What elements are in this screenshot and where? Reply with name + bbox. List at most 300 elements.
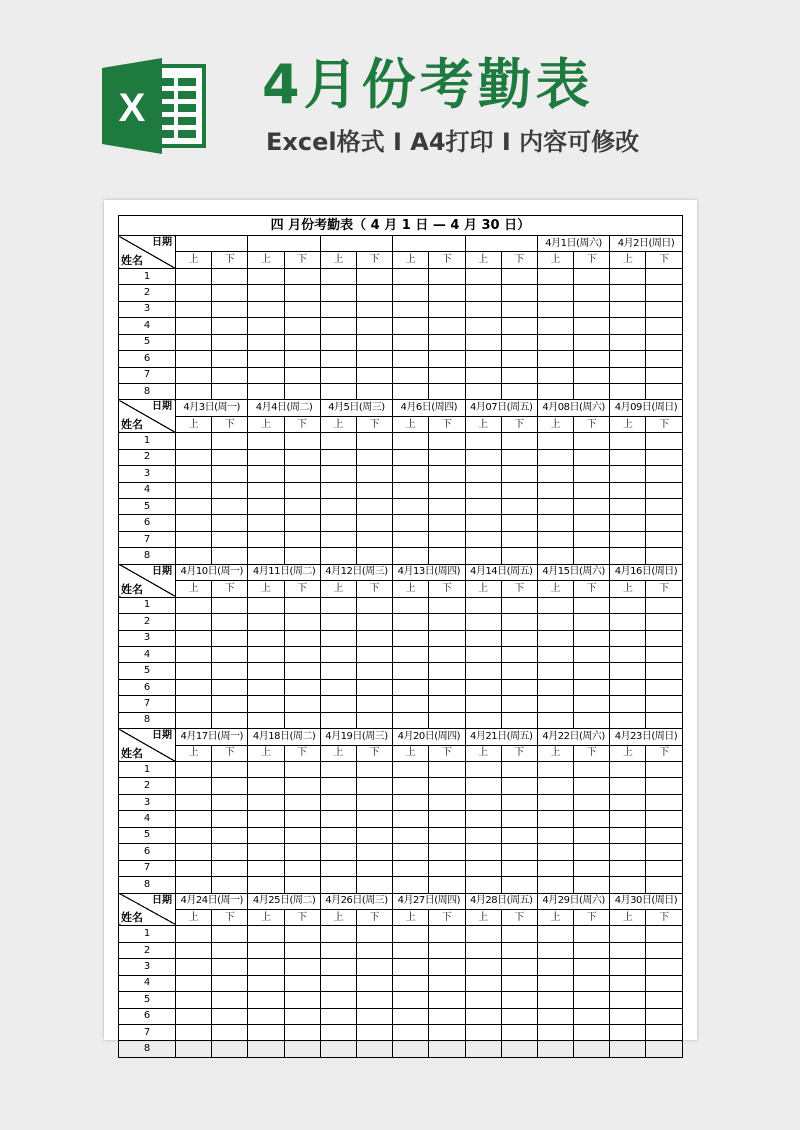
attendance-cell[interactable] [537, 860, 573, 876]
attendance-cell[interactable] [610, 548, 646, 564]
attendance-cell[interactable] [501, 482, 537, 498]
attendance-cell[interactable] [248, 1041, 284, 1057]
attendance-cell[interactable] [284, 778, 320, 794]
attendance-cell[interactable] [356, 367, 392, 383]
attendance-cell[interactable] [429, 630, 465, 646]
attendance-cell[interactable] [501, 1041, 537, 1057]
attendance-cell[interactable] [393, 301, 429, 317]
attendance-cell[interactable] [393, 383, 429, 399]
attendance-cell[interactable] [537, 762, 573, 778]
attendance-cell[interactable] [610, 499, 646, 515]
attendance-cell[interactable] [176, 318, 212, 334]
attendance-cell[interactable] [574, 630, 610, 646]
date-header-cell[interactable]: 4月18日(周二) [248, 729, 320, 745]
attendance-cell[interactable] [284, 614, 320, 630]
attendance-cell[interactable] [284, 334, 320, 350]
attendance-cell[interactable] [537, 975, 573, 991]
attendance-cell[interactable] [429, 646, 465, 662]
attendance-cell[interactable] [284, 844, 320, 860]
attendance-cell[interactable] [212, 268, 248, 284]
row-number[interactable]: 2 [119, 449, 176, 465]
attendance-cell[interactable] [212, 794, 248, 810]
attendance-cell[interactable] [212, 992, 248, 1008]
attendance-cell[interactable] [429, 383, 465, 399]
attendance-cell[interactable] [393, 449, 429, 465]
sheet-title[interactable]: 四 月份考勤表（ 4 月 1 日 — 4 月 30 日） [119, 216, 683, 236]
attendance-cell[interactable] [574, 367, 610, 383]
attendance-cell[interactable] [501, 449, 537, 465]
attendance-cell[interactable] [248, 877, 284, 893]
attendance-cell[interactable] [465, 268, 501, 284]
attendance-cell[interactable] [320, 646, 356, 662]
attendance-cell[interactable] [320, 268, 356, 284]
row-number[interactable]: 1 [119, 597, 176, 613]
attendance-cell[interactable] [501, 762, 537, 778]
attendance-cell[interactable] [537, 318, 573, 334]
attendance-cell[interactable] [248, 499, 284, 515]
attendance-cell[interactable] [284, 926, 320, 942]
attendance-cell[interactable] [356, 794, 392, 810]
attendance-cell[interactable] [176, 696, 212, 712]
attendance-cell[interactable] [610, 334, 646, 350]
attendance-cell[interactable] [248, 268, 284, 284]
date-header-cell[interactable]: 4月14日(周五) [465, 564, 537, 580]
attendance-cell[interactable] [356, 630, 392, 646]
attendance-cell[interactable] [465, 449, 501, 465]
date-header-cell[interactable]: 4月25日(周二) [248, 893, 320, 909]
attendance-cell[interactable] [320, 844, 356, 860]
attendance-cell[interactable] [248, 597, 284, 613]
attendance-cell[interactable] [610, 449, 646, 465]
attendance-cell[interactable] [248, 433, 284, 449]
attendance-cell[interactable] [320, 959, 356, 975]
attendance-cell[interactable] [537, 383, 573, 399]
attendance-cell[interactable] [320, 285, 356, 301]
attendance-cell[interactable] [646, 827, 682, 843]
attendance-cell[interactable] [320, 515, 356, 531]
attendance-cell[interactable] [501, 926, 537, 942]
attendance-cell[interactable] [393, 1041, 429, 1057]
attendance-cell[interactable] [212, 449, 248, 465]
attendance-cell[interactable] [574, 383, 610, 399]
attendance-cell[interactable] [284, 268, 320, 284]
attendance-cell[interactable] [393, 367, 429, 383]
row-number[interactable]: 5 [119, 334, 176, 350]
attendance-cell[interactable] [501, 794, 537, 810]
attendance-cell[interactable] [248, 1025, 284, 1041]
attendance-cell[interactable] [465, 794, 501, 810]
attendance-cell[interactable] [393, 531, 429, 547]
row-number[interactable]: 5 [119, 992, 176, 1008]
row-number[interactable]: 7 [119, 531, 176, 547]
attendance-cell[interactable] [212, 712, 248, 728]
attendance-cell[interactable] [646, 548, 682, 564]
attendance-cell[interactable] [212, 663, 248, 679]
attendance-cell[interactable] [501, 334, 537, 350]
date-header-cell[interactable]: 4月11日(周二) [248, 564, 320, 580]
attendance-cell[interactable] [176, 548, 212, 564]
attendance-cell[interactable] [320, 811, 356, 827]
row-number[interactable]: 6 [119, 1008, 176, 1024]
attendance-cell[interactable] [610, 301, 646, 317]
attendance-cell[interactable] [429, 696, 465, 712]
attendance-cell[interactable] [465, 992, 501, 1008]
attendance-cell[interactable] [501, 614, 537, 630]
attendance-cell[interactable] [393, 515, 429, 531]
row-number[interactable]: 2 [119, 942, 176, 958]
attendance-cell[interactable] [212, 334, 248, 350]
attendance-cell[interactable] [501, 548, 537, 564]
attendance-cell[interactable] [356, 383, 392, 399]
attendance-cell[interactable] [393, 762, 429, 778]
row-number[interactable]: 2 [119, 778, 176, 794]
attendance-cell[interactable] [320, 630, 356, 646]
attendance-cell[interactable] [537, 334, 573, 350]
attendance-cell[interactable] [574, 515, 610, 531]
attendance-cell[interactable] [574, 597, 610, 613]
attendance-cell[interactable] [393, 614, 429, 630]
row-number[interactable]: 8 [119, 712, 176, 728]
attendance-cell[interactable] [176, 367, 212, 383]
attendance-cell[interactable] [610, 679, 646, 695]
attendance-cell[interactable] [284, 811, 320, 827]
attendance-cell[interactable] [320, 696, 356, 712]
date-header-cell[interactable]: 4月29日(周六) [537, 893, 609, 909]
attendance-cell[interactable] [212, 860, 248, 876]
attendance-cell[interactable] [646, 268, 682, 284]
attendance-cell[interactable] [212, 926, 248, 942]
attendance-cell[interactable] [501, 975, 537, 991]
attendance-cell[interactable] [176, 959, 212, 975]
date-header-cell[interactable]: 4月5日(周三) [320, 400, 392, 416]
attendance-cell[interactable] [574, 1025, 610, 1041]
attendance-cell[interactable] [284, 794, 320, 810]
attendance-cell[interactable] [393, 466, 429, 482]
attendance-cell[interactable] [212, 877, 248, 893]
attendance-cell[interactable] [356, 712, 392, 728]
attendance-cell[interactable] [465, 301, 501, 317]
attendance-cell[interactable] [176, 712, 212, 728]
attendance-cell[interactable] [574, 334, 610, 350]
attendance-cell[interactable] [356, 597, 392, 613]
attendance-cell[interactable] [501, 383, 537, 399]
attendance-cell[interactable] [393, 285, 429, 301]
attendance-cell[interactable] [248, 696, 284, 712]
attendance-cell[interactable] [320, 433, 356, 449]
attendance-cell[interactable] [610, 466, 646, 482]
attendance-cell[interactable] [248, 646, 284, 662]
attendance-cell[interactable] [610, 959, 646, 975]
attendance-cell[interactable] [429, 268, 465, 284]
attendance-cell[interactable] [429, 531, 465, 547]
attendance-cell[interactable] [429, 499, 465, 515]
attendance-cell[interactable] [176, 778, 212, 794]
attendance-cell[interactable] [646, 433, 682, 449]
attendance-cell[interactable] [320, 926, 356, 942]
attendance-cell[interactable] [356, 942, 392, 958]
attendance-cell[interactable] [501, 778, 537, 794]
date-header-cell[interactable] [393, 236, 465, 252]
attendance-cell[interactable] [610, 614, 646, 630]
attendance-cell[interactable] [320, 318, 356, 334]
attendance-cell[interactable] [176, 663, 212, 679]
row-number[interactable]: 3 [119, 630, 176, 646]
attendance-cell[interactable] [574, 975, 610, 991]
date-header-cell[interactable] [465, 236, 537, 252]
attendance-cell[interactable] [284, 1025, 320, 1041]
attendance-cell[interactable] [356, 778, 392, 794]
attendance-cell[interactable] [429, 992, 465, 1008]
attendance-cell[interactable] [646, 663, 682, 679]
attendance-cell[interactable] [610, 794, 646, 810]
attendance-cell[interactable] [393, 827, 429, 843]
attendance-cell[interactable] [501, 466, 537, 482]
attendance-cell[interactable] [212, 778, 248, 794]
attendance-cell[interactable] [393, 334, 429, 350]
attendance-cell[interactable] [248, 466, 284, 482]
attendance-cell[interactable] [393, 696, 429, 712]
attendance-cell[interactable] [429, 515, 465, 531]
attendance-cell[interactable] [248, 318, 284, 334]
attendance-cell[interactable] [574, 679, 610, 695]
attendance-cell[interactable] [212, 482, 248, 498]
attendance-cell[interactable] [248, 383, 284, 399]
attendance-cell[interactable] [501, 433, 537, 449]
attendance-cell[interactable] [574, 860, 610, 876]
row-number[interactable]: 4 [119, 482, 176, 498]
attendance-cell[interactable] [501, 318, 537, 334]
attendance-cell[interactable] [574, 712, 610, 728]
attendance-cell[interactable] [501, 679, 537, 695]
attendance-cell[interactable] [320, 531, 356, 547]
attendance-cell[interactable] [465, 285, 501, 301]
row-number[interactable]: 7 [119, 696, 176, 712]
attendance-cell[interactable] [212, 827, 248, 843]
attendance-cell[interactable] [429, 679, 465, 695]
attendance-cell[interactable] [646, 630, 682, 646]
attendance-cell[interactable] [176, 844, 212, 860]
attendance-cell[interactable] [537, 1025, 573, 1041]
attendance-cell[interactable] [248, 614, 284, 630]
attendance-cell[interactable] [429, 762, 465, 778]
attendance-cell[interactable] [537, 1008, 573, 1024]
attendance-cell[interactable] [429, 959, 465, 975]
attendance-cell[interactable] [212, 285, 248, 301]
attendance-cell[interactable] [248, 482, 284, 498]
attendance-cell[interactable] [320, 383, 356, 399]
attendance-cell[interactable] [465, 630, 501, 646]
attendance-cell[interactable] [284, 318, 320, 334]
attendance-cell[interactable] [465, 1025, 501, 1041]
attendance-cell[interactable] [574, 1008, 610, 1024]
attendance-cell[interactable] [610, 318, 646, 334]
attendance-cell[interactable] [501, 827, 537, 843]
attendance-cell[interactable] [356, 548, 392, 564]
attendance-cell[interactable] [356, 696, 392, 712]
attendance-cell[interactable] [393, 942, 429, 958]
attendance-cell[interactable] [429, 827, 465, 843]
attendance-cell[interactable] [537, 827, 573, 843]
attendance-cell[interactable] [429, 942, 465, 958]
attendance-cell[interactable] [284, 975, 320, 991]
attendance-cell[interactable] [501, 646, 537, 662]
attendance-cell[interactable] [429, 1041, 465, 1057]
attendance-cell[interactable] [465, 646, 501, 662]
row-number[interactable]: 2 [119, 614, 176, 630]
attendance-cell[interactable] [610, 285, 646, 301]
attendance-cell[interactable] [646, 860, 682, 876]
attendance-cell[interactable] [393, 663, 429, 679]
attendance-cell[interactable] [646, 351, 682, 367]
attendance-cell[interactable] [646, 334, 682, 350]
attendance-cell[interactable] [501, 515, 537, 531]
attendance-cell[interactable] [284, 630, 320, 646]
attendance-cell[interactable] [646, 794, 682, 810]
attendance-cell[interactable] [248, 778, 284, 794]
attendance-cell[interactable] [320, 712, 356, 728]
attendance-cell[interactable] [429, 466, 465, 482]
date-header-cell[interactable]: 4月22日(周六) [537, 729, 609, 745]
attendance-cell[interactable] [537, 433, 573, 449]
attendance-cell[interactable] [284, 877, 320, 893]
attendance-cell[interactable] [429, 844, 465, 860]
attendance-cell[interactable] [176, 301, 212, 317]
date-header-cell[interactable]: 4月6日(周四) [393, 400, 465, 416]
row-number[interactable]: 1 [119, 926, 176, 942]
attendance-cell[interactable] [176, 794, 212, 810]
attendance-cell[interactable] [356, 679, 392, 695]
attendance-cell[interactable] [574, 285, 610, 301]
attendance-cell[interactable] [212, 959, 248, 975]
attendance-cell[interactable] [610, 663, 646, 679]
date-header-cell[interactable]: 4月4日(周二) [248, 400, 320, 416]
attendance-cell[interactable] [393, 679, 429, 695]
attendance-cell[interactable] [356, 433, 392, 449]
attendance-cell[interactable] [356, 844, 392, 860]
attendance-cell[interactable] [320, 942, 356, 958]
attendance-cell[interactable] [646, 778, 682, 794]
attendance-cell[interactable] [429, 482, 465, 498]
attendance-cell[interactable] [429, 548, 465, 564]
attendance-cell[interactable] [537, 449, 573, 465]
attendance-cell[interactable] [320, 597, 356, 613]
attendance-cell[interactable] [356, 663, 392, 679]
attendance-cell[interactable] [537, 811, 573, 827]
attendance-cell[interactable] [176, 482, 212, 498]
date-header-cell[interactable]: 4月21日(周五) [465, 729, 537, 745]
date-header-cell[interactable]: 4月27日(周四) [393, 893, 465, 909]
attendance-cell[interactable] [646, 515, 682, 531]
attendance-cell[interactable] [176, 433, 212, 449]
attendance-cell[interactable] [212, 383, 248, 399]
row-number[interactable]: 5 [119, 827, 176, 843]
attendance-cell[interactable] [176, 449, 212, 465]
attendance-cell[interactable] [393, 1008, 429, 1024]
attendance-cell[interactable] [320, 762, 356, 778]
attendance-cell[interactable] [176, 679, 212, 695]
attendance-cell[interactable] [176, 975, 212, 991]
attendance-cell[interactable] [356, 1025, 392, 1041]
attendance-cell[interactable] [537, 663, 573, 679]
attendance-cell[interactable] [537, 646, 573, 662]
row-number[interactable]: 8 [119, 877, 176, 893]
attendance-cell[interactable] [393, 482, 429, 498]
attendance-cell[interactable] [610, 696, 646, 712]
attendance-cell[interactable] [610, 515, 646, 531]
attendance-cell[interactable] [248, 959, 284, 975]
attendance-cell[interactable] [465, 548, 501, 564]
attendance-cell[interactable] [320, 301, 356, 317]
attendance-cell[interactable] [356, 959, 392, 975]
attendance-cell[interactable] [501, 597, 537, 613]
attendance-cell[interactable] [501, 285, 537, 301]
attendance-cell[interactable] [646, 499, 682, 515]
attendance-cell[interactable] [284, 992, 320, 1008]
attendance-cell[interactable] [610, 778, 646, 794]
attendance-cell[interactable] [465, 614, 501, 630]
attendance-cell[interactable] [248, 794, 284, 810]
attendance-cell[interactable] [501, 499, 537, 515]
attendance-cell[interactable] [429, 433, 465, 449]
attendance-cell[interactable] [429, 811, 465, 827]
attendance-cell[interactable] [356, 975, 392, 991]
attendance-cell[interactable] [393, 778, 429, 794]
attendance-cell[interactable] [356, 449, 392, 465]
attendance-cell[interactable] [537, 844, 573, 860]
attendance-cell[interactable] [284, 1008, 320, 1024]
attendance-cell[interactable] [248, 367, 284, 383]
attendance-cell[interactable] [465, 696, 501, 712]
attendance-cell[interactable] [248, 679, 284, 695]
row-number[interactable]: 7 [119, 860, 176, 876]
attendance-cell[interactable] [537, 531, 573, 547]
attendance-cell[interactable] [465, 1008, 501, 1024]
attendance-cell[interactable] [501, 351, 537, 367]
row-number[interactable]: 5 [119, 499, 176, 515]
attendance-cell[interactable] [537, 351, 573, 367]
attendance-cell[interactable] [429, 975, 465, 991]
attendance-cell[interactable] [248, 630, 284, 646]
attendance-cell[interactable] [284, 482, 320, 498]
attendance-cell[interactable] [465, 844, 501, 860]
attendance-cell[interactable] [320, 827, 356, 843]
row-number[interactable]: 1 [119, 762, 176, 778]
attendance-cell[interactable] [537, 679, 573, 695]
attendance-cell[interactable] [610, 877, 646, 893]
attendance-cell[interactable] [176, 762, 212, 778]
attendance-cell[interactable] [465, 334, 501, 350]
attendance-cell[interactable] [574, 351, 610, 367]
attendance-cell[interactable] [574, 548, 610, 564]
attendance-cell[interactable] [429, 926, 465, 942]
attendance-cell[interactable] [248, 827, 284, 843]
row-number[interactable]: 3 [119, 301, 176, 317]
attendance-cell[interactable] [356, 482, 392, 498]
row-number[interactable]: 8 [119, 383, 176, 399]
attendance-cell[interactable] [465, 975, 501, 991]
attendance-cell[interactable] [176, 926, 212, 942]
attendance-cell[interactable] [284, 499, 320, 515]
attendance-cell[interactable] [212, 466, 248, 482]
attendance-cell[interactable] [610, 351, 646, 367]
attendance-cell[interactable] [356, 1041, 392, 1057]
attendance-cell[interactable] [610, 860, 646, 876]
attendance-cell[interactable] [501, 844, 537, 860]
attendance-cell[interactable] [320, 1025, 356, 1041]
attendance-cell[interactable] [284, 860, 320, 876]
date-header-cell[interactable]: 4月16日(周日) [610, 564, 682, 580]
row-number[interactable]: 6 [119, 515, 176, 531]
